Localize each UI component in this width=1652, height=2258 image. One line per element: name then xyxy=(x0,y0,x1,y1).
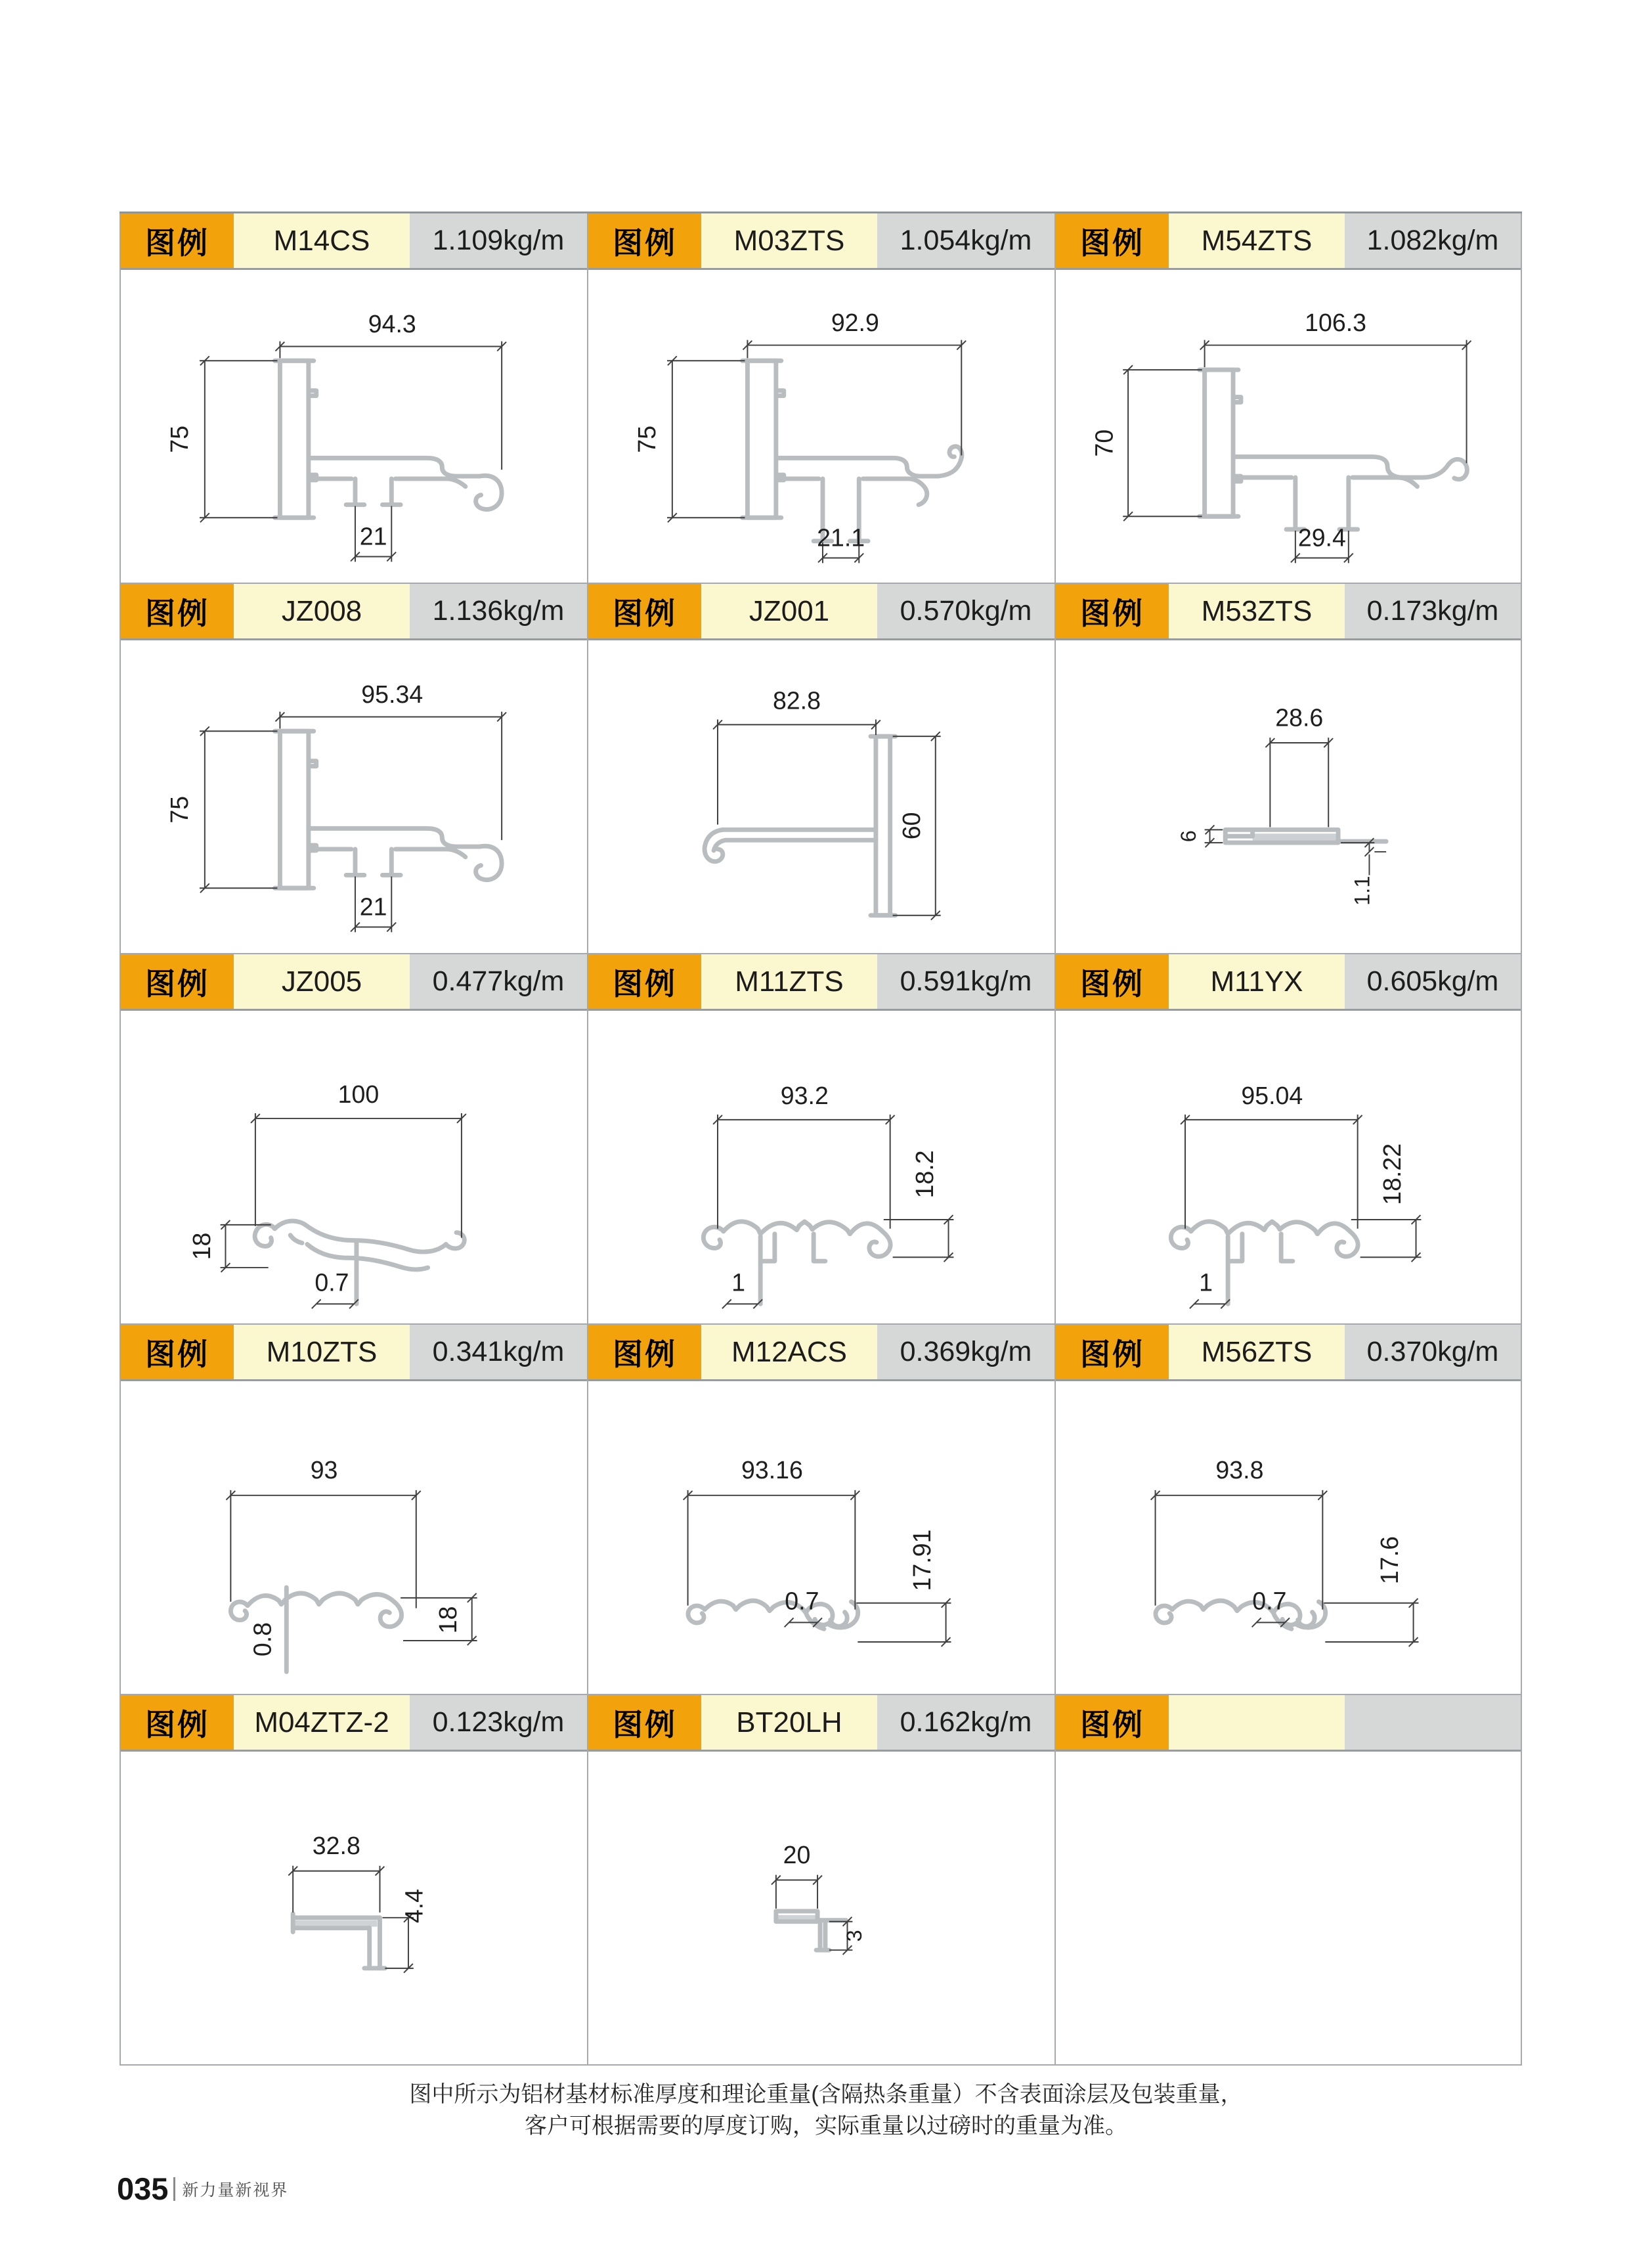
dim-label: 75 xyxy=(165,425,194,453)
profile-path xyxy=(869,1231,890,1256)
profile-drawing xyxy=(588,640,1053,952)
legend-label: 图例 xyxy=(121,954,234,1009)
dim-label: 4.4 xyxy=(400,1888,428,1924)
drawing-area xyxy=(121,1381,587,1694)
legend-label: 图例 xyxy=(121,584,234,638)
profile-cell-m03zts xyxy=(587,213,1054,584)
profile-cell-m10zts xyxy=(120,1325,587,1695)
profile-path xyxy=(1230,1234,1242,1261)
dim-label: 29.4 xyxy=(1297,523,1346,552)
cell-header xyxy=(1056,213,1521,270)
profile-path xyxy=(1233,456,1448,477)
cell-header xyxy=(1056,1695,1521,1752)
legend-label: 图例 xyxy=(121,1325,234,1379)
footer-note xyxy=(0,2079,1652,2142)
legend-label: 图例 xyxy=(121,1695,234,1750)
legend-label: 图例 xyxy=(1056,1325,1169,1379)
legend-label: 图例 xyxy=(1056,1695,1169,1750)
profile-code: BT20LH xyxy=(701,1695,877,1750)
cell-header xyxy=(121,1325,587,1381)
legend-label: 图例 xyxy=(588,584,701,638)
profile-path xyxy=(230,1602,248,1620)
dim-label: 18 xyxy=(187,1232,215,1260)
profile-code: M04ZTZ-2 xyxy=(234,1695,410,1750)
profile-weight: 0.477kg/m xyxy=(410,954,587,1009)
dim-label: 18.22 xyxy=(1378,1143,1406,1205)
profile-path xyxy=(776,458,938,476)
profile-weight: 0.370kg/m xyxy=(1345,1325,1521,1379)
profile-path xyxy=(380,1602,401,1627)
cell-header xyxy=(588,954,1054,1011)
legend-label: 图例 xyxy=(121,213,234,268)
legend-label: 图例 xyxy=(588,1695,701,1750)
profile-weight: 1.136kg/m xyxy=(410,584,587,638)
legend-label: 图例 xyxy=(588,213,701,268)
profile-cell-m54zts xyxy=(1054,213,1522,584)
dim-label: 17.91 xyxy=(907,1529,936,1591)
profile-drawing xyxy=(588,1381,1053,1693)
profile-path xyxy=(850,1224,882,1234)
profile-path xyxy=(938,447,962,476)
page-tagline: 新力量新视界 xyxy=(182,2181,289,2200)
profile-code: JZ005 xyxy=(234,954,410,1009)
cell-header xyxy=(588,584,1054,640)
profile-path xyxy=(1205,370,1233,516)
dim-label: 93.16 xyxy=(741,1456,803,1484)
profile-code: M03ZTS xyxy=(701,213,877,268)
profile-cell-m04ztz2 xyxy=(120,1695,587,2066)
cell-header xyxy=(588,213,1054,270)
dim-label: 0.7 xyxy=(315,1268,349,1296)
dim-label: 20 xyxy=(783,1840,811,1869)
dim-label: 28.6 xyxy=(1275,703,1324,732)
profile-grid xyxy=(120,211,1522,2066)
profile-drawing xyxy=(121,1011,586,1322)
profile-path xyxy=(1280,1222,1317,1234)
profile-path xyxy=(395,849,466,857)
dim-label: 92.9 xyxy=(831,308,879,336)
profile-path xyxy=(1317,1224,1349,1234)
profile-drawing xyxy=(588,270,1053,581)
cell-header xyxy=(588,1325,1054,1381)
dim-label: 75 xyxy=(165,795,194,824)
profile-code: M14CS xyxy=(234,213,410,268)
profile-path xyxy=(1337,1231,1358,1256)
profile-code: M56ZTS xyxy=(1169,1325,1345,1379)
dim-label: 18 xyxy=(434,1606,462,1634)
profile-cell-m53zts xyxy=(1054,584,1522,954)
page-number: 035 xyxy=(117,2171,169,2206)
dim-label: 21 xyxy=(359,893,387,921)
profile-path xyxy=(280,731,308,888)
profile-weight: 0.369kg/m xyxy=(877,1325,1054,1379)
drawing-area xyxy=(588,1011,1054,1323)
profile-path xyxy=(1156,1606,1172,1623)
dim-label: 1 xyxy=(731,1268,746,1296)
legend-label: 图例 xyxy=(588,954,701,1009)
profile-path xyxy=(1171,1227,1191,1248)
dim-label: 93 xyxy=(310,1456,338,1484)
profile-drawing xyxy=(121,640,586,952)
profile-path xyxy=(476,476,502,509)
profile-path xyxy=(1228,1222,1280,1234)
cell-header xyxy=(588,1695,1054,1752)
dim-label: 21 xyxy=(359,522,387,550)
profile-path xyxy=(876,736,890,916)
profile-cell-m12acs xyxy=(587,1325,1054,1695)
profile-code xyxy=(1169,1695,1345,1750)
dim-label: 1 xyxy=(1199,1268,1213,1296)
profile-path xyxy=(814,1234,825,1261)
profile-code: M54ZTS xyxy=(1169,213,1345,268)
profile-weight: 0.173kg/m xyxy=(1345,584,1521,638)
drawing-area xyxy=(1056,270,1521,583)
profile-drawing xyxy=(1056,1381,1521,1693)
dim-label: 93.2 xyxy=(780,1082,829,1110)
profile-drawing xyxy=(1056,640,1521,952)
legend-label: 图例 xyxy=(1056,954,1169,1009)
profile-drawing xyxy=(588,1011,1053,1322)
dim-label: 1.1 xyxy=(1350,875,1374,906)
profile-code: M11YX xyxy=(1169,954,1345,1009)
cell-header xyxy=(121,584,587,640)
dim-label: 32.8 xyxy=(312,1832,360,1860)
profile-weight xyxy=(1345,1695,1521,1750)
profile-path xyxy=(760,1222,812,1234)
drawing-area xyxy=(1056,640,1521,953)
profile-weight: 0.605kg/m xyxy=(1345,954,1521,1009)
dim-label: 0.7 xyxy=(785,1587,819,1615)
profile-path xyxy=(275,1221,446,1252)
dim-label: 82.8 xyxy=(772,686,821,715)
profile-path xyxy=(1281,1234,1293,1261)
profile-path xyxy=(255,1224,274,1246)
drawing-area xyxy=(121,1752,587,2064)
cell-header xyxy=(121,1695,587,1752)
profile-cell-m11zts xyxy=(587,954,1054,1325)
profile-weight: 0.341kg/m xyxy=(410,1325,587,1379)
profile-path xyxy=(1191,1222,1228,1234)
drawing-area xyxy=(588,270,1054,583)
profile-path xyxy=(248,1593,394,1606)
dim-label: 18.2 xyxy=(910,1150,938,1199)
profile-path xyxy=(309,828,480,847)
footer-note-line1: 图中所示为铝材基材标准厚度和理论重量(含隔热条重量）不含表面涂层及包装重量， xyxy=(409,2082,1243,2107)
profile-cell-m11yx xyxy=(1054,954,1522,1325)
profile-weight: 0.591kg/m xyxy=(877,954,1054,1009)
profile-weight: 1.109kg/m xyxy=(410,213,587,268)
dim-label: 70 xyxy=(1090,429,1118,457)
dim-label: 0.7 xyxy=(1252,1587,1287,1615)
profile-path xyxy=(1448,459,1467,479)
legend-label: 图例 xyxy=(588,1325,701,1379)
cell-header xyxy=(121,954,587,1011)
dim-label: 6 xyxy=(1176,830,1200,843)
profile-path xyxy=(703,1227,724,1248)
drawing-area xyxy=(588,1381,1054,1694)
profile-path xyxy=(280,361,308,518)
drawing-area xyxy=(1056,1011,1521,1323)
profile-code: M53ZTS xyxy=(1169,584,1345,638)
profile-path xyxy=(747,361,775,518)
drawing-area xyxy=(588,640,1054,953)
profile-code: M12ACS xyxy=(701,1325,877,1379)
cell-header xyxy=(121,213,587,270)
profile-cell-jz008 xyxy=(120,584,587,954)
drawing-area xyxy=(1056,1752,1521,2064)
profile-path xyxy=(476,846,502,879)
page-number-divider xyxy=(173,2177,175,2201)
drawing-area xyxy=(1056,1381,1521,1694)
cell-header xyxy=(1056,1325,1521,1381)
profile-cell-m56zts xyxy=(1054,1325,1522,1695)
profile-code: M11ZTS xyxy=(701,954,877,1009)
cell-header xyxy=(1056,584,1521,640)
profile-weight: 0.570kg/m xyxy=(877,584,1054,638)
dim-label: 60 xyxy=(898,812,926,840)
dim-label: 106.3 xyxy=(1305,308,1367,336)
dim-label: 21.1 xyxy=(817,523,865,552)
profile-weight: 0.123kg/m xyxy=(410,1695,587,1750)
legend-label: 图例 xyxy=(1056,584,1169,638)
profile-drawing xyxy=(588,1752,1053,2063)
dim-label: 93.8 xyxy=(1215,1456,1264,1484)
legend-label: 图例 xyxy=(1056,213,1169,268)
drawing-area xyxy=(121,1011,587,1323)
drawing-area xyxy=(121,640,587,953)
dim-label: 17.6 xyxy=(1375,1536,1403,1585)
dim-label: 0.8 xyxy=(248,1622,276,1657)
profile-path xyxy=(1353,477,1418,487)
profile-cell-m14cs xyxy=(120,213,587,584)
page-number-block xyxy=(117,2171,288,2207)
profile-path xyxy=(290,1235,302,1243)
profile-code: M10ZTS xyxy=(234,1325,410,1379)
profile-path xyxy=(724,1222,760,1234)
profile-cell-empty xyxy=(1054,1695,1522,2066)
profile-drawing xyxy=(1056,1752,1521,2063)
profile-path xyxy=(395,479,466,487)
profile-path xyxy=(763,1234,775,1261)
profile-drawing xyxy=(121,1381,586,1693)
profile-weight: 1.082kg/m xyxy=(1345,213,1521,268)
profile-drawing xyxy=(121,1752,586,2063)
dim-label: 100 xyxy=(337,1080,380,1109)
profile-weight: 1.054kg/m xyxy=(877,213,1054,268)
profile-drawing xyxy=(1056,1011,1521,1322)
drawing-area xyxy=(121,270,587,583)
profile-cell-jz005 xyxy=(120,954,587,1325)
profile-cell-jz001 xyxy=(587,584,1054,954)
profile-drawing xyxy=(1056,270,1521,581)
profile-code: JZ001 xyxy=(701,584,877,638)
drawing-area xyxy=(588,1752,1054,2064)
dim-label: 3 xyxy=(842,1930,867,1942)
dim-label: 94.3 xyxy=(368,309,416,338)
cell-header xyxy=(1056,954,1521,1011)
dim-label: 95.04 xyxy=(1241,1082,1303,1110)
profile-path xyxy=(812,1222,850,1234)
profile-path xyxy=(863,479,927,505)
profile-path xyxy=(688,1606,705,1623)
profile-weight: 0.162kg/m xyxy=(877,1695,1054,1750)
profile-path xyxy=(309,458,480,476)
dim-label: 95.34 xyxy=(361,680,424,708)
profile-code: JZ008 xyxy=(234,584,410,638)
profile-cell-bt20lh xyxy=(587,1695,1054,2066)
profile-drawing xyxy=(121,270,586,581)
footer-note-line2: 客户可根据需要的厚度订购，实际重量以过磅时的重量为准。 xyxy=(525,2114,1127,2138)
dim-label: 75 xyxy=(633,425,661,453)
